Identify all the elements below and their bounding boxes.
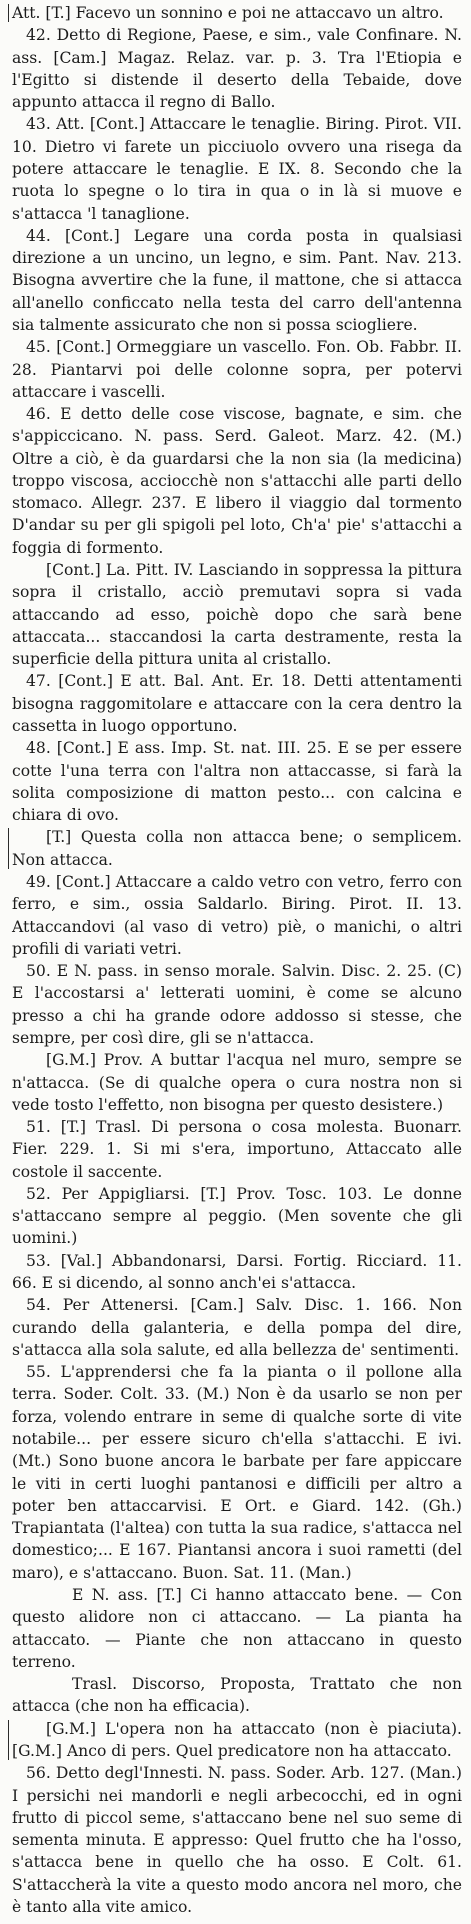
entry-paragraph: 51. [T.] Trasl. Di persona o cosa molesta. Buonarr. Fier. 229. 1. Si mi s'era, importuno, Attaccato alle costole il saccente. (12, 1118, 462, 1181)
entry-paragraph: Att. [T.] Facevo un sonnino e poi ne attaccavo un altro. (12, 2, 462, 24)
entry-paragraph: 43. Att. [Cont.] Attaccare le tenaglie. Biring. Pirot. VII. 10. Dietro vi farete un picciuolo ovvero una risega da potere attaccare le tenaglie. E IX. 8. Secondo che la ruota lo spegne o lo tira in qua o in là si muove e s'attacca 'l tanaglione. (12, 115, 462, 223)
entry-paragraph: [Cont.] La. Pitt. IV. Lasciando in soppressa la pittura sopra il cristallo, acciò premutavi sopra si vada attaccando ad esso, poichè dopo che sarà bene attaccata... staccandosi la carta destramente, resta la superficie della pittura unita al cristallo. (12, 561, 462, 669)
entry-paragraph: 48. [Cont.] E ass. Imp. St. nat. III. 25. E se per essere cotte l'una terra con l'altra non attaccasse, si farà la solita composizione di matton pesto... con calcina e chiara di ovo. (12, 739, 462, 825)
entry-paragraph: 54. Per Attenersi. [Cam.] Salv. Disc. 1. 166. Non curando della galanteria, e della pompa del dire, s'attacca alla sola salute, ed alla bellezza de' sentimenti. (12, 1296, 462, 1359)
entry-paragraph: 42. Detto di Regione, Paese, e sim., vale Confinare. N. ass. [Cam.] Magaz. Relaz. var. p. 3. Tra l'Etiopia e l'Egitto si distende il deserto della Tebaide, dove appunto attacca il regno di Ballo. (12, 26, 462, 112)
entry-paragraph: E N. ass. [T.] Ci hanno attaccato bene. — Con questo alidore non ci attaccano. — La pianta ha attaccato. — Piante che non attaccano in questo terreno. (12, 1585, 462, 1671)
entry-paragraph: Trasl. Discorso, Proposta, Trattato che non attacca (che non ha efficacia). (12, 1675, 462, 1716)
entry-paragraph: 50. E N. pass. in senso morale. Salvin. Disc. 2. 25. (C) E l'accostarsi a' letterati uomini, è come se alcuno presso a chi ha grande odore addosso si stesse, che sempre, per così dire, gli se n'attacca. (12, 962, 462, 1047)
entry-paragraph: 49. [Cont.] Attaccare a caldo vetro con vetro, ferro con ferro, e sim., ossia Saldarlo. Biring. Pirot. II. 13. Attaccandovi (al vaso di vetro) piè, o manichi, o altri profili di variati vetri. (12, 872, 462, 958)
entry-paragraph: 53. [Val.] Abbandonarsi, Darsi. Fortig. Ricciard. 11. 66. E si dicendo, al sonno anch'ei s'attacca. (12, 1251, 462, 1293)
dictionary-column (12, 2, 462, 1918)
entry-paragraph: 46. E detto delle cose viscose, bagnate, e sim. che s'appiccicano. N. pass. Serd. Galeot. Marz. 42. (M.) Oltre a ciò, è da guardarsi che la non sia (la medicina) troppo viscosa, acciocchè non s'attacchi alle parti dello stomaco. Allegr. 237. E libero il viaggio dal tormento D'andar su per gli spigoli pel loto, Ch'a' pie' s'attacchi a foggia di formento. (12, 405, 462, 557)
entry-paragraph: 47. [Cont.] E att. Bal. Ant. Er. 18. Detti attentamenti bisogna raggomitolare e attaccare con la cera dentro la cassetta in luogo opportuno. (12, 672, 462, 735)
entry-paragraph: 55. L'apprendersi che fa la pianta o il pollone alla terra. Soder. Colt. 33. (M.) Non è da usarlo se non per forza, volendo entrare in seme di qualche sorte di vite notabile... per essere sicuro ch'ella s'attacchi. E ivi. (Mt.) Sono buone ancora le barbate per fare appiccare le viti in certi luoghi pantanosi e difficili per altro a poter ben attaccarvisi. E Ort. e Giard. 142. (Gh.) Trapiantata (l'altea) con tutta la sua radice, s'attacca nel domestico;... E 167. Piantansi ancora i suoi rametti (del maro), e s'attaccano. Buon. Sat. 11. (Man.) (12, 1363, 462, 1582)
entry-paragraph: [T.] Questa colla non attacca bene; o semplicem. Non attacca. (12, 826, 462, 871)
entry-paragraph: 56. Detto degl'Innesti. N. pass. Soder. Arb. 127. (Man.) I persichi nei mandorli e negli arbecocchi, ed in ogni frutto di piccol seme, s'attaccano bene nel suo seme di sementa minuta. E appresso: Quel frutto che ha l'osso, s'attacca bene in quello che ha osso. E Colt. 61. S'attaccherà la vite a questo modo ancora nel moro, che è tanto alla vite amico. (12, 1764, 462, 1916)
entry-paragraph: [G.M.] Prov. A buttar l'acqua nel muro, sempre se n'attacca. (Se di qualche opera o cura nostra non si vede tosto l'effetto, non bisogna per questo desistere.) (12, 1051, 462, 1114)
entry-paragraph: 52. Per Appigliarsi. [T.] Prov. Tosc. 103. Le donne s'attaccano sempre al peggio. (Men sovente che gli uomini.) (12, 1184, 462, 1248)
entry-paragraph: 44. [Cont.] Legare una corda posta in qualsiasi direzione a un uncino, un legno, e sim. Pant. Nav. 213. Bisogna avvertire che la fune, il mattone, che si attacca all'anello conficcato nella testa del carro dell'antenna sia talmente assicurato che non si possa sciogliere. (12, 226, 462, 334)
entry-paragraph: 45. [Cont.] Ormeggiare un vascello. Fon. Ob. Fabbr. II. 28. Piantarvi poi delle colonne sopra, per potervi attaccare i vascelli. (12, 338, 462, 401)
entry-paragraph: [G.M.] L'opera non ha attaccato (non è piaciuta). [G.M.] Anco di pers. Quel predicatore non ha attaccato. (12, 1718, 462, 1763)
